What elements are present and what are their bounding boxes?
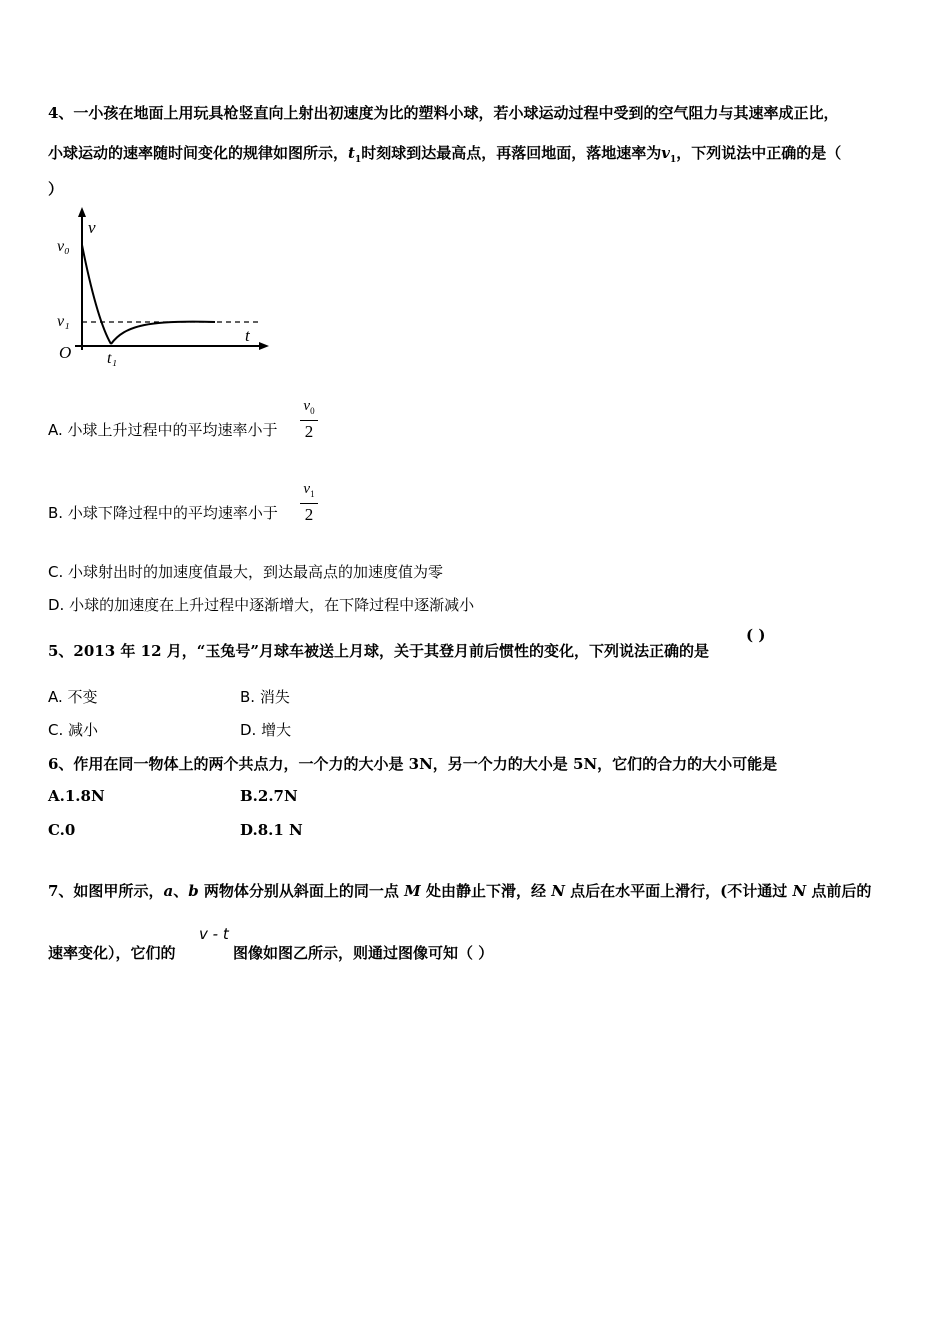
q7-N1: N: [551, 882, 565, 900]
q7-b: b: [188, 882, 199, 900]
q7-l1-c: 处由静止下滑，经: [420, 882, 552, 900]
q4-option-c: C. 小球射出时的加速度值最大，到达最高点的加速度值为零: [48, 563, 444, 581]
v0-tick-label: v₀: [57, 238, 70, 255]
q4-line2-part-a: 小球运动的速率随时间变化的规律如图所示，: [48, 144, 349, 162]
frac-a-den: 2: [304, 422, 314, 441]
q5-answer-paren: ( ): [746, 626, 766, 644]
frac-b-den: 2: [304, 505, 314, 524]
q5-stem: 5、2013 年 12 月，“玉兔号”月球车被送上月球，关于其登月前后惯性的变化，下列说法正确的是: [48, 642, 709, 660]
frac-a-sub: 0: [310, 406, 315, 416]
velocity-time-graph: [55, 205, 275, 370]
q4-stem-line2: [48, 142, 841, 165]
q7-l1-d: 点后在水平面上滑行，(不计通过: [564, 882, 793, 900]
q4-stem-line3: ）: [48, 180, 64, 198]
q7-l1-b: 两物体分别从斜面上的同一点: [198, 882, 405, 900]
t1-label: t: [348, 144, 355, 162]
q4-line2-part-b: 时刻球到达最高点，再落回地面，落地速率为: [361, 144, 662, 162]
x-axis-label: t: [245, 326, 250, 345]
frac-b-sub: 1: [310, 489, 315, 499]
x-axis-arrow-icon: [259, 342, 269, 350]
q7-sep: 、: [173, 882, 189, 900]
q7-a: a: [163, 882, 174, 900]
v1-sub: 1: [669, 155, 677, 165]
q4-option-b: B. 小球下降过程中的平均速率小于: [48, 504, 278, 522]
v1-label: v: [661, 144, 670, 162]
q4-option-a-fraction: [300, 398, 318, 442]
q6-option-a: A.1.8N: [48, 787, 105, 805]
y-axis-label: v: [88, 218, 96, 237]
q4-stem-line1: 4、一小孩在地面上用玩具枪竖直向上射出初速度为比的塑料小球，若小球运动过程中受到的空气阻力与其速率成正比，: [48, 104, 839, 122]
q5-option-d: D. 增大: [240, 721, 292, 739]
y-axis-arrow-icon: [78, 207, 86, 217]
q4-line2-part-c: ，下列说法中正确的是（: [676, 144, 842, 162]
q6-option-b: B.2.7N: [240, 787, 298, 805]
q7-stem-line2-b: 图像如图乙所示，则通过图像可知（ ）: [233, 944, 494, 962]
q6-option-d: D.8.1 N: [240, 821, 303, 839]
q7-l1-a: 7、如图甲所示，: [48, 882, 164, 900]
q4-option-b-fraction: [300, 481, 318, 525]
q7-stem-line1: [48, 880, 871, 901]
frac-b-num: v: [303, 481, 311, 497]
q5-option-c: C. 减小: [48, 721, 99, 739]
t1-sub: 1: [354, 155, 362, 165]
q6-stem: 6、作用在同一物体上的两个共点力，一个力的大小是 3N，另一个力的大小是 5N，它们的合力的大小可能是: [48, 755, 778, 773]
v1-tick-label: v₁: [57, 313, 70, 330]
descending-curve: [111, 322, 215, 344]
q7-vt-symbol: v - t: [199, 925, 229, 943]
q4-option-a: A. 小球上升过程中的平均速率小于: [48, 421, 278, 439]
q4-option-d: D. 小球的加速度在上升过程中逐渐增大，在下降过程中逐渐减小: [48, 596, 475, 614]
q7-N2: N: [792, 882, 807, 900]
origin-label: O: [59, 343, 72, 362]
ascending-curve: [82, 245, 111, 344]
frac-a-num: v: [303, 398, 311, 414]
q7-stem-line2-a: 速率变化），它们的: [48, 944, 176, 962]
q5-option-a: A. 不变: [48, 688, 98, 706]
t1-tick-label: t₁: [107, 350, 118, 367]
q7-l1-e: 点前后的: [806, 882, 872, 900]
q5-option-b: B. 消失: [240, 688, 290, 706]
q7-M: M: [404, 882, 421, 900]
q6-option-c: C.0: [48, 821, 76, 839]
